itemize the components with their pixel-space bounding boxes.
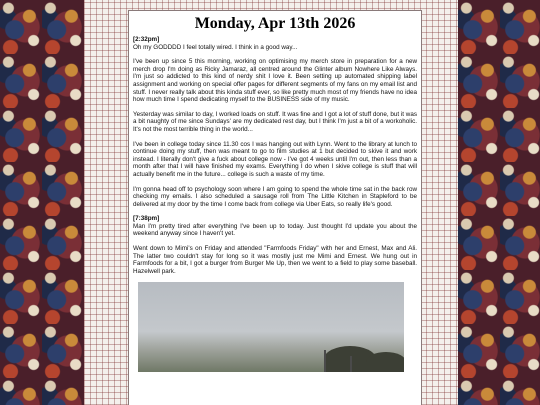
photo-tree	[366, 352, 404, 372]
entry-paragraph: Went down to Mimi's on Friday and attended "Farmfoods Friday" with her and Ernest, Max and Ali. The latter two couldn't stay for long so it was mostly just me Mimi and Ernest. We hung out in Farmfoods for a bit, I got a burger from Burger Me Up, then we went to a field to play some baseball. Hazelwell park.	[133, 245, 417, 275]
entry-text: Oh my GODDDD I feel totally wired. I think in a good way...	[133, 43, 298, 51]
entry-paragraph: I've been up since 5 this morning, working on optimising my merch store in preparation for a new merch drop I'm doing as Ricky Jamaraz, all centred around the Glinter album Nowhere Like Always. I'm just so addicted to this kind of nerdy shit I love it. Been setting up automated shipping label assignment and working on special offer pages for different segments of my fans on my email list and stuff. I never really talk about this kinda stuff ever, so like pretty much most of my friends have no idea how much time I spend dedicating myself to the BUSINESS side of my music.	[133, 58, 417, 104]
entry-paragraph	[133, 215, 417, 238]
post-title: Monday, Apr 13th 2026	[194, 15, 356, 32]
journal-post	[128, 10, 422, 405]
paisley-background-left	[0, 0, 84, 405]
entry-paragraph: I'm gonna head off to psychology soon where I am going to spend the whole time sat in the back row checking my emails. I also scheduled a sausage roll from The Little Kitchen in Stapleford to be delivered at my door by the time I come back from college via Uber Eats, so really life's good.	[133, 185, 417, 208]
park-photo	[138, 282, 404, 372]
photo-lamp-post	[350, 356, 352, 372]
paisley-background-right	[458, 0, 540, 405]
entry-timestamp: [7:38pm]	[133, 215, 160, 223]
entry-paragraph: Yesterday was similar to day, I worked loads on stuff. It was fine and I got a lot of stuff done, but it was a bit naughty of me since Sundays' are my dedicated rest day, but I think I'm just a bit of a workoholic. It's not the most terrible thing in the world...	[133, 110, 417, 133]
entry-paragraph: I've been in college today since 11.30 cos I was hanging out with Lynn. Went to the library at lunch to continue doing my stuff, then was meant to go to film studies at 1 but decided to skive it and work instead. I literally don't give a fuck about college now - I've got 4 weeks until I'm out, then less than a month after that I will have finished my exams. Everything I do when I skive college is stuff that will actually benefit me in the future... college is such a waste of my time.	[133, 140, 417, 178]
entry-paragraph	[133, 36, 417, 51]
entry-text: Man I'm pretty tired after everything I've been up to today. Just thought I'd update you about the weekend anyway since I haven't yet.	[133, 222, 417, 238]
entry-timestamp: [2:32pm]	[133, 36, 160, 43]
photo-lamp-post	[324, 350, 326, 372]
